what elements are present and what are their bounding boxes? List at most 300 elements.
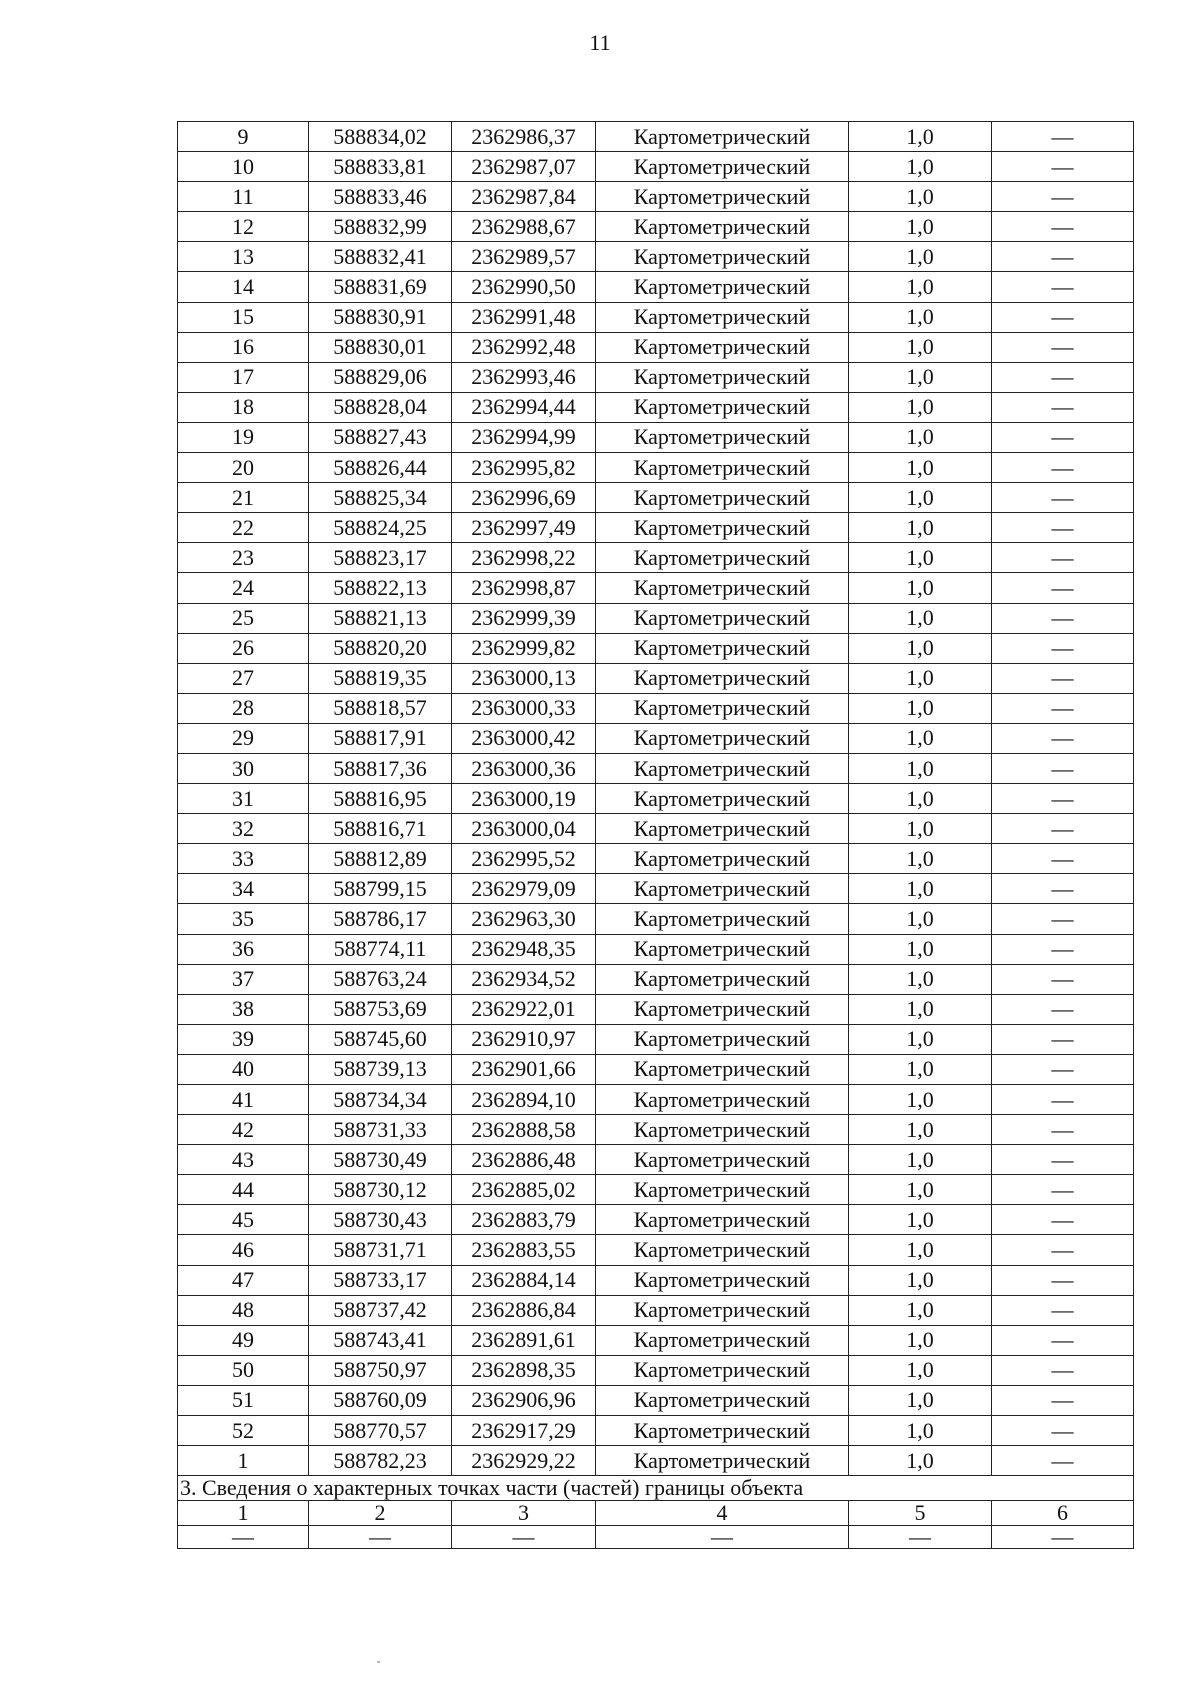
description-cell: — bbox=[992, 814, 1134, 844]
point-number-cell: 21 bbox=[178, 483, 309, 513]
description-cell: — bbox=[992, 1024, 1134, 1054]
table-row bbox=[178, 723, 1134, 753]
x-coordinate-cell: 588820,20 bbox=[309, 633, 452, 663]
accuracy-cell: 1,0 bbox=[849, 964, 992, 994]
x-coordinate-cell: 588774,11 bbox=[309, 934, 452, 964]
table-row bbox=[178, 663, 1134, 693]
method-cell: Картометрический bbox=[596, 1175, 849, 1205]
description-cell: — bbox=[992, 272, 1134, 302]
table-row bbox=[178, 212, 1134, 242]
accuracy-cell: 1,0 bbox=[849, 1205, 992, 1235]
x-coordinate-cell: 588829,06 bbox=[309, 362, 452, 392]
points-table-body bbox=[178, 122, 1134, 1476]
method-cell: Картометрический bbox=[596, 934, 849, 964]
table-row bbox=[178, 784, 1134, 814]
x-coordinate-cell: 588770,57 bbox=[309, 1416, 452, 1446]
accuracy-cell: 1,0 bbox=[849, 1235, 992, 1265]
table-row bbox=[178, 1325, 1134, 1355]
point-number-cell: 34 bbox=[178, 874, 309, 904]
table-row bbox=[178, 1205, 1134, 1235]
empty-cell: — bbox=[992, 1526, 1134, 1549]
description-cell: — bbox=[992, 663, 1134, 693]
table-row bbox=[178, 1175, 1134, 1205]
description-cell: — bbox=[992, 633, 1134, 663]
method-cell: Картометрический bbox=[596, 242, 849, 272]
x-coordinate-cell: 588818,57 bbox=[309, 693, 452, 723]
y-coordinate-cell: 2363000,04 bbox=[452, 814, 596, 844]
table-row bbox=[178, 1054, 1134, 1084]
accuracy-cell: 1,0 bbox=[849, 874, 992, 904]
accuracy-cell: 1,0 bbox=[849, 392, 992, 422]
y-coordinate-cell: 2362998,87 bbox=[452, 573, 596, 603]
table-row bbox=[178, 1235, 1134, 1265]
table-row bbox=[178, 1085, 1134, 1115]
x-coordinate-cell: 588817,91 bbox=[309, 723, 452, 753]
description-cell: — bbox=[992, 1295, 1134, 1325]
description-cell: — bbox=[992, 693, 1134, 723]
x-coordinate-cell: 588816,71 bbox=[309, 814, 452, 844]
point-number-cell: 44 bbox=[178, 1175, 309, 1205]
section-3-title: 3. Сведения о характерных точках части (частей) границы объекта bbox=[178, 1476, 1134, 1501]
point-number-cell: 19 bbox=[178, 422, 309, 452]
description-cell: — bbox=[992, 1205, 1134, 1235]
point-number-cell: 28 bbox=[178, 693, 309, 723]
table-row bbox=[178, 1385, 1134, 1415]
accuracy-cell: 1,0 bbox=[849, 182, 992, 212]
method-cell: Картометрический bbox=[596, 1054, 849, 1084]
table-row bbox=[178, 844, 1134, 874]
x-coordinate-cell: 588799,15 bbox=[309, 874, 452, 904]
x-coordinate-cell: 588821,13 bbox=[309, 603, 452, 633]
point-number-cell: 48 bbox=[178, 1295, 309, 1325]
scan-speck bbox=[377, 1661, 380, 1663]
method-cell: Картометрический bbox=[596, 1145, 849, 1175]
table-row bbox=[178, 362, 1134, 392]
table-row bbox=[178, 152, 1134, 182]
table-row bbox=[178, 1295, 1134, 1325]
point-number-cell: 12 bbox=[178, 212, 309, 242]
description-cell: — bbox=[992, 1265, 1134, 1295]
method-cell: Картометрический bbox=[596, 573, 849, 603]
accuracy-cell: 1,0 bbox=[849, 242, 992, 272]
point-number-cell: 47 bbox=[178, 1265, 309, 1295]
accuracy-cell: 1,0 bbox=[849, 513, 992, 543]
accuracy-cell: 1,0 bbox=[849, 362, 992, 392]
y-coordinate-cell: 2362894,10 bbox=[452, 1085, 596, 1115]
description-cell: — bbox=[992, 874, 1134, 904]
y-coordinate-cell: 2362990,50 bbox=[452, 272, 596, 302]
table-row bbox=[178, 242, 1134, 272]
point-number-cell: 29 bbox=[178, 723, 309, 753]
description-cell: — bbox=[992, 212, 1134, 242]
y-coordinate-cell: 2362929,22 bbox=[452, 1446, 596, 1476]
x-coordinate-cell: 588739,13 bbox=[309, 1054, 452, 1084]
description-cell: — bbox=[992, 152, 1134, 182]
accuracy-cell: 1,0 bbox=[849, 1355, 992, 1385]
point-number-cell: 10 bbox=[178, 152, 309, 182]
table-row bbox=[178, 302, 1134, 332]
method-cell: Картометрический bbox=[596, 663, 849, 693]
point-number-cell: 15 bbox=[178, 302, 309, 332]
method-cell: Картометрический bbox=[596, 964, 849, 994]
point-number-cell: 41 bbox=[178, 1085, 309, 1115]
y-coordinate-cell: 2362987,84 bbox=[452, 182, 596, 212]
accuracy-cell: 1,0 bbox=[849, 302, 992, 332]
empty-data-row bbox=[178, 1526, 1134, 1549]
method-cell: Картометрический bbox=[596, 1325, 849, 1355]
y-coordinate-cell: 2362910,97 bbox=[452, 1024, 596, 1054]
point-number-cell: 11 bbox=[178, 182, 309, 212]
x-coordinate-cell: 588734,34 bbox=[309, 1085, 452, 1115]
table-row bbox=[178, 693, 1134, 723]
accuracy-cell: 1,0 bbox=[849, 1115, 992, 1145]
point-number-cell: 50 bbox=[178, 1355, 309, 1385]
accuracy-cell: 1,0 bbox=[849, 272, 992, 302]
method-cell: Картометрический bbox=[596, 392, 849, 422]
column-number-cell: 5 bbox=[849, 1501, 992, 1526]
x-coordinate-cell: 588812,89 bbox=[309, 844, 452, 874]
table-row bbox=[178, 934, 1134, 964]
y-coordinate-cell: 2362901,66 bbox=[452, 1054, 596, 1084]
y-coordinate-cell: 2362989,57 bbox=[452, 242, 596, 272]
empty-cell: — bbox=[309, 1526, 452, 1549]
point-number-cell: 51 bbox=[178, 1385, 309, 1415]
table-row bbox=[178, 753, 1134, 783]
point-number-cell: 39 bbox=[178, 1024, 309, 1054]
table-row bbox=[178, 513, 1134, 543]
x-coordinate-cell: 588830,91 bbox=[309, 302, 452, 332]
x-coordinate-cell: 588763,24 bbox=[309, 964, 452, 994]
table-row bbox=[178, 1446, 1134, 1476]
x-coordinate-cell: 588730,12 bbox=[309, 1175, 452, 1205]
table-row bbox=[178, 1416, 1134, 1446]
x-coordinate-cell: 588753,69 bbox=[309, 994, 452, 1024]
y-coordinate-cell: 2362988,67 bbox=[452, 212, 596, 242]
description-cell: — bbox=[992, 122, 1134, 152]
table-row bbox=[178, 1024, 1134, 1054]
y-coordinate-cell: 2362998,22 bbox=[452, 543, 596, 573]
table-row bbox=[178, 874, 1134, 904]
method-cell: Картометрический bbox=[596, 1416, 849, 1446]
method-cell: Картометрический bbox=[596, 753, 849, 783]
point-number-cell: 33 bbox=[178, 844, 309, 874]
description-cell: — bbox=[992, 994, 1134, 1024]
description-cell: — bbox=[992, 453, 1134, 483]
table-row bbox=[178, 603, 1134, 633]
description-cell: — bbox=[992, 422, 1134, 452]
description-cell: — bbox=[992, 332, 1134, 362]
accuracy-cell: 1,0 bbox=[849, 753, 992, 783]
description-cell: — bbox=[992, 784, 1134, 814]
x-coordinate-cell: 588782,23 bbox=[309, 1446, 452, 1476]
point-number-cell: 43 bbox=[178, 1145, 309, 1175]
y-coordinate-cell: 2362884,14 bbox=[452, 1265, 596, 1295]
y-coordinate-cell: 2363000,13 bbox=[452, 663, 596, 693]
x-coordinate-cell: 588743,41 bbox=[309, 1325, 452, 1355]
x-coordinate-cell: 588831,69 bbox=[309, 272, 452, 302]
accuracy-cell: 1,0 bbox=[849, 934, 992, 964]
description-cell: — bbox=[992, 603, 1134, 633]
x-coordinate-cell: 588819,35 bbox=[309, 663, 452, 693]
y-coordinate-cell: 2362898,35 bbox=[452, 1355, 596, 1385]
accuracy-cell: 1,0 bbox=[849, 1175, 992, 1205]
table-row bbox=[178, 904, 1134, 934]
point-number-cell: 36 bbox=[178, 934, 309, 964]
empty-cell: — bbox=[849, 1526, 992, 1549]
x-coordinate-cell: 588826,44 bbox=[309, 453, 452, 483]
x-coordinate-cell: 588816,95 bbox=[309, 784, 452, 814]
description-cell: — bbox=[992, 362, 1134, 392]
method-cell: Картометрический bbox=[596, 904, 849, 934]
x-coordinate-cell: 588833,81 bbox=[309, 152, 452, 182]
description-cell: — bbox=[992, 573, 1134, 603]
table-row bbox=[178, 633, 1134, 663]
x-coordinate-cell: 588833,46 bbox=[309, 182, 452, 212]
empty-cell: — bbox=[596, 1526, 849, 1549]
accuracy-cell: 1,0 bbox=[849, 332, 992, 362]
method-cell: Картометрический bbox=[596, 152, 849, 182]
point-number-cell: 13 bbox=[178, 242, 309, 272]
accuracy-cell: 1,0 bbox=[849, 543, 992, 573]
description-cell: — bbox=[992, 844, 1134, 874]
page-number: 11 bbox=[589, 30, 611, 55]
table-row bbox=[178, 453, 1134, 483]
accuracy-cell: 1,0 bbox=[849, 814, 992, 844]
point-number-cell: 40 bbox=[178, 1054, 309, 1084]
accuracy-cell: 1,0 bbox=[849, 1295, 992, 1325]
boundary-points-table bbox=[177, 121, 1134, 1549]
table-row bbox=[178, 573, 1134, 603]
description-cell: — bbox=[992, 543, 1134, 573]
x-coordinate-cell: 588825,34 bbox=[309, 483, 452, 513]
x-coordinate-cell: 588824,25 bbox=[309, 513, 452, 543]
description-cell: — bbox=[992, 1446, 1134, 1476]
y-coordinate-cell: 2362997,49 bbox=[452, 513, 596, 543]
method-cell: Картометрический bbox=[596, 513, 849, 543]
table-row bbox=[178, 392, 1134, 422]
x-coordinate-cell: 588730,43 bbox=[309, 1205, 452, 1235]
method-cell: Картометрический bbox=[596, 1024, 849, 1054]
accuracy-cell: 1,0 bbox=[849, 122, 992, 152]
method-cell: Картометрический bbox=[596, 1115, 849, 1145]
table-row bbox=[178, 483, 1134, 513]
point-number-cell: 26 bbox=[178, 633, 309, 663]
point-number-cell: 49 bbox=[178, 1325, 309, 1355]
x-coordinate-cell: 588832,41 bbox=[309, 242, 452, 272]
y-coordinate-cell: 2362917,29 bbox=[452, 1416, 596, 1446]
description-cell: — bbox=[992, 964, 1134, 994]
method-cell: Картометрический bbox=[596, 723, 849, 753]
description-cell: — bbox=[992, 1416, 1134, 1446]
point-number-cell: 17 bbox=[178, 362, 309, 392]
accuracy-cell: 1,0 bbox=[849, 1024, 992, 1054]
point-number-cell: 37 bbox=[178, 964, 309, 994]
x-coordinate-cell: 588760,09 bbox=[309, 1385, 452, 1415]
accuracy-cell: 1,0 bbox=[849, 1416, 992, 1446]
table-row bbox=[178, 182, 1134, 212]
y-coordinate-cell: 2362888,58 bbox=[452, 1115, 596, 1145]
y-coordinate-cell: 2362996,69 bbox=[452, 483, 596, 513]
description-cell: — bbox=[992, 1355, 1134, 1385]
point-number-cell: 27 bbox=[178, 663, 309, 693]
point-number-cell: 18 bbox=[178, 392, 309, 422]
y-coordinate-cell: 2362986,37 bbox=[452, 122, 596, 152]
point-number-cell: 14 bbox=[178, 272, 309, 302]
x-coordinate-cell: 588828,04 bbox=[309, 392, 452, 422]
x-coordinate-cell: 588827,43 bbox=[309, 422, 452, 452]
accuracy-cell: 1,0 bbox=[849, 844, 992, 874]
method-cell: Картометрический bbox=[596, 122, 849, 152]
table-row bbox=[178, 1115, 1134, 1145]
x-coordinate-cell: 588730,49 bbox=[309, 1145, 452, 1175]
point-number-cell: 52 bbox=[178, 1416, 309, 1446]
accuracy-cell: 1,0 bbox=[849, 994, 992, 1024]
method-cell: Картометрический bbox=[596, 1265, 849, 1295]
empty-cell: — bbox=[178, 1526, 309, 1549]
table-row bbox=[178, 964, 1134, 994]
table-row bbox=[178, 122, 1134, 152]
y-coordinate-cell: 2362948,35 bbox=[452, 934, 596, 964]
y-coordinate-cell: 2362993,46 bbox=[452, 362, 596, 392]
point-number-cell: 32 bbox=[178, 814, 309, 844]
accuracy-cell: 1,0 bbox=[849, 1325, 992, 1355]
x-coordinate-cell: 588750,97 bbox=[309, 1355, 452, 1385]
table-row bbox=[178, 1265, 1134, 1295]
point-number-cell: 46 bbox=[178, 1235, 309, 1265]
description-cell: — bbox=[992, 1385, 1134, 1415]
point-number-cell: 16 bbox=[178, 332, 309, 362]
method-cell: Картометрический bbox=[596, 633, 849, 663]
x-coordinate-cell: 588737,42 bbox=[309, 1295, 452, 1325]
description-cell: — bbox=[992, 723, 1134, 753]
y-coordinate-cell: 2363000,36 bbox=[452, 753, 596, 783]
method-cell: Картометрический bbox=[596, 994, 849, 1024]
accuracy-cell: 1,0 bbox=[849, 1085, 992, 1115]
table-row bbox=[178, 1145, 1134, 1175]
x-coordinate-cell: 588731,33 bbox=[309, 1115, 452, 1145]
method-cell: Картометрический bbox=[596, 814, 849, 844]
y-coordinate-cell: 2362883,55 bbox=[452, 1235, 596, 1265]
method-cell: Картометрический bbox=[596, 1085, 849, 1115]
point-number-cell: 31 bbox=[178, 784, 309, 814]
accuracy-cell: 1,0 bbox=[849, 483, 992, 513]
description-cell: — bbox=[992, 392, 1134, 422]
method-cell: Картометрический bbox=[596, 1205, 849, 1235]
column-number-cell: 3 bbox=[452, 1501, 596, 1526]
accuracy-cell: 1,0 bbox=[849, 1385, 992, 1415]
point-number-cell: 9 bbox=[178, 122, 309, 152]
method-cell: Картометрический bbox=[596, 422, 849, 452]
method-cell: Картометрический bbox=[596, 212, 849, 242]
x-coordinate-cell: 588733,17 bbox=[309, 1265, 452, 1295]
method-cell: Картометрический bbox=[596, 483, 849, 513]
accuracy-cell: 1,0 bbox=[849, 212, 992, 242]
method-cell: Картометрический bbox=[596, 362, 849, 392]
description-cell: — bbox=[992, 1235, 1134, 1265]
point-number-cell: 20 bbox=[178, 453, 309, 483]
accuracy-cell: 1,0 bbox=[849, 152, 992, 182]
accuracy-cell: 1,0 bbox=[849, 693, 992, 723]
point-number-cell: 42 bbox=[178, 1115, 309, 1145]
y-coordinate-cell: 2362991,48 bbox=[452, 302, 596, 332]
point-number-cell: 30 bbox=[178, 753, 309, 783]
y-coordinate-cell: 2363000,33 bbox=[452, 693, 596, 723]
y-coordinate-cell: 2362994,99 bbox=[452, 422, 596, 452]
description-cell: — bbox=[992, 1145, 1134, 1175]
y-coordinate-cell: 2362883,79 bbox=[452, 1205, 596, 1235]
method-cell: Картометрический bbox=[596, 182, 849, 212]
method-cell: Картометрический bbox=[596, 1355, 849, 1385]
method-cell: Картометрический bbox=[596, 784, 849, 814]
method-cell: Картометрический bbox=[596, 693, 849, 723]
method-cell: Картометрический bbox=[596, 1295, 849, 1325]
accuracy-cell: 1,0 bbox=[849, 1265, 992, 1295]
description-cell: — bbox=[992, 753, 1134, 783]
section-3-title-row bbox=[178, 1476, 1134, 1501]
x-coordinate-cell: 588745,60 bbox=[309, 1024, 452, 1054]
point-number-cell: 23 bbox=[178, 543, 309, 573]
accuracy-cell: 1,0 bbox=[849, 1145, 992, 1175]
point-number-cell: 45 bbox=[178, 1205, 309, 1235]
description-cell: — bbox=[992, 1054, 1134, 1084]
y-coordinate-cell: 2363000,19 bbox=[452, 784, 596, 814]
description-cell: — bbox=[992, 182, 1134, 212]
description-cell: — bbox=[992, 1175, 1134, 1205]
y-coordinate-cell: 2362885,02 bbox=[452, 1175, 596, 1205]
method-cell: Картометрический bbox=[596, 844, 849, 874]
accuracy-cell: 1,0 bbox=[849, 1446, 992, 1476]
accuracy-cell: 1,0 bbox=[849, 453, 992, 483]
y-coordinate-cell: 2362922,01 bbox=[452, 994, 596, 1024]
table-row bbox=[178, 422, 1134, 452]
description-cell: — bbox=[992, 1085, 1134, 1115]
x-coordinate-cell: 588832,99 bbox=[309, 212, 452, 242]
column-number-cell: 1 bbox=[178, 1501, 309, 1526]
x-coordinate-cell: 588834,02 bbox=[309, 122, 452, 152]
column-number-cell: 6 bbox=[992, 1501, 1134, 1526]
y-coordinate-cell: 2362995,52 bbox=[452, 844, 596, 874]
x-coordinate-cell: 588822,13 bbox=[309, 573, 452, 603]
method-cell: Картометрический bbox=[596, 453, 849, 483]
method-cell: Картометрический bbox=[596, 332, 849, 362]
x-coordinate-cell: 588817,36 bbox=[309, 753, 452, 783]
point-number-cell: 38 bbox=[178, 994, 309, 1024]
column-number-cell: 2 bbox=[309, 1501, 452, 1526]
description-cell: — bbox=[992, 513, 1134, 543]
description-cell: — bbox=[992, 302, 1134, 332]
table-row bbox=[178, 994, 1134, 1024]
description-cell: — bbox=[992, 1115, 1134, 1145]
y-coordinate-cell: 2362994,44 bbox=[452, 392, 596, 422]
method-cell: Картометрический bbox=[596, 603, 849, 633]
y-coordinate-cell: 2362999,82 bbox=[452, 633, 596, 663]
description-cell: — bbox=[992, 483, 1134, 513]
accuracy-cell: 1,0 bbox=[849, 573, 992, 603]
method-cell: Картометрический bbox=[596, 302, 849, 332]
column-number-row bbox=[178, 1501, 1134, 1526]
point-number-cell: 22 bbox=[178, 513, 309, 543]
y-coordinate-cell: 2362906,96 bbox=[452, 1385, 596, 1415]
accuracy-cell: 1,0 bbox=[849, 422, 992, 452]
accuracy-cell: 1,0 bbox=[849, 633, 992, 663]
point-number-cell: 35 bbox=[178, 904, 309, 934]
y-coordinate-cell: 2362891,61 bbox=[452, 1325, 596, 1355]
description-cell: — bbox=[992, 904, 1134, 934]
method-cell: Картометрический bbox=[596, 1385, 849, 1415]
accuracy-cell: 1,0 bbox=[849, 603, 992, 633]
y-coordinate-cell: 2362987,07 bbox=[452, 152, 596, 182]
table-row bbox=[178, 814, 1134, 844]
